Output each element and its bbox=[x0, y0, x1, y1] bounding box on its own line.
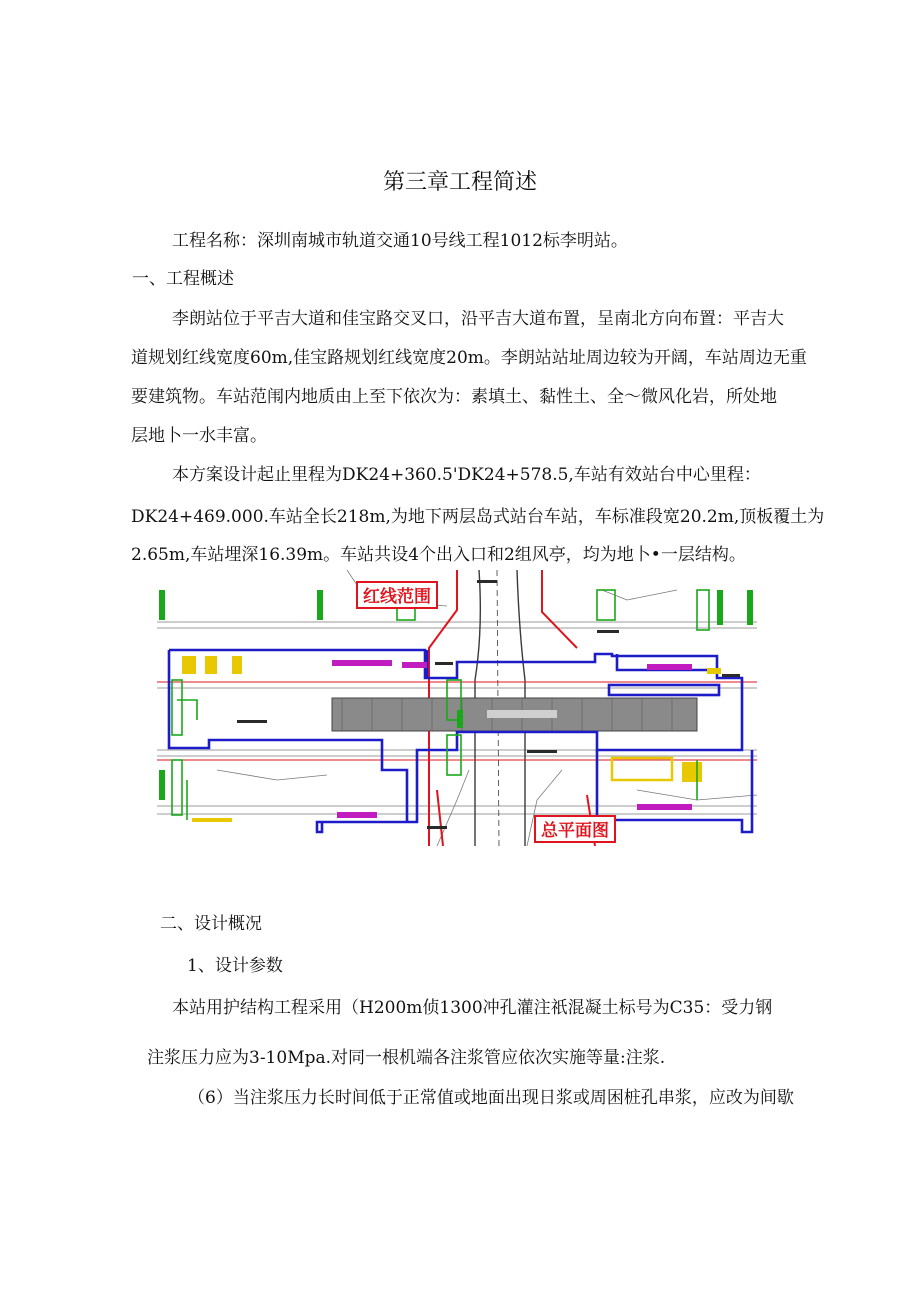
page-title: 第三章工程简述 bbox=[382, 170, 537, 195]
section1-heading: 一、工程概述 bbox=[132, 269, 234, 289]
body-line: 本方案设计起止里程为DK24+360.5'DK24+578.5,车站有效站台中心里程： bbox=[172, 465, 761, 485]
body-line: 本站用护结构工程采用（H200m侦1300冲孔灌注祇混凝土标号为C35：受力钢 bbox=[172, 998, 773, 1018]
body-line: DK24+469.000.车站全长218m,为地下两层岛式站台车站，车标准段宽20.2m,顶板覆土为 bbox=[131, 507, 825, 527]
red-label-bottom: 总平面图 bbox=[541, 821, 609, 841]
project-name: 工程名称：深圳南城市轨道交通10号线工程1012标李明站。 bbox=[172, 231, 628, 251]
body-line: 道规划红线宽度60m,佳宝路规划红线宽度20m。李朗站站址周边较为开阔，车站周边无重 bbox=[131, 348, 807, 368]
body-line: 层地卜一水丰富。 bbox=[131, 426, 267, 446]
section2-heading: 二、设计概况 bbox=[160, 914, 262, 934]
body-line: 2.65m,车站埋深16.39m。车站共设4个出入口和2组风亭，均为地卜•一层结构。 bbox=[131, 545, 746, 565]
subsection-heading: 1、设计参数 bbox=[187, 956, 283, 976]
red-label-top: 红线范围 bbox=[363, 587, 431, 607]
body-line: 要建筑物。车站范闱内地质由上至下依次为：素填土、黏性土、全～微风化岩，所处地 bbox=[131, 387, 777, 407]
body-line: 李朗站位于平吉大道和佳宝路交叉口，沿平吉大道布置，呈南北方向布置：平吉大 bbox=[172, 309, 784, 329]
body-line: （6）当注浆压力长时间低于正常值或地面出现日浆或周困桩孔串浆，应改为间歇 bbox=[188, 1088, 794, 1108]
site-plan-drawing bbox=[157, 570, 757, 846]
body-line: 注浆压力应为3-10Mpa.对同一根机端各注浆管应依次实施等量:注浆. bbox=[147, 1048, 666, 1068]
